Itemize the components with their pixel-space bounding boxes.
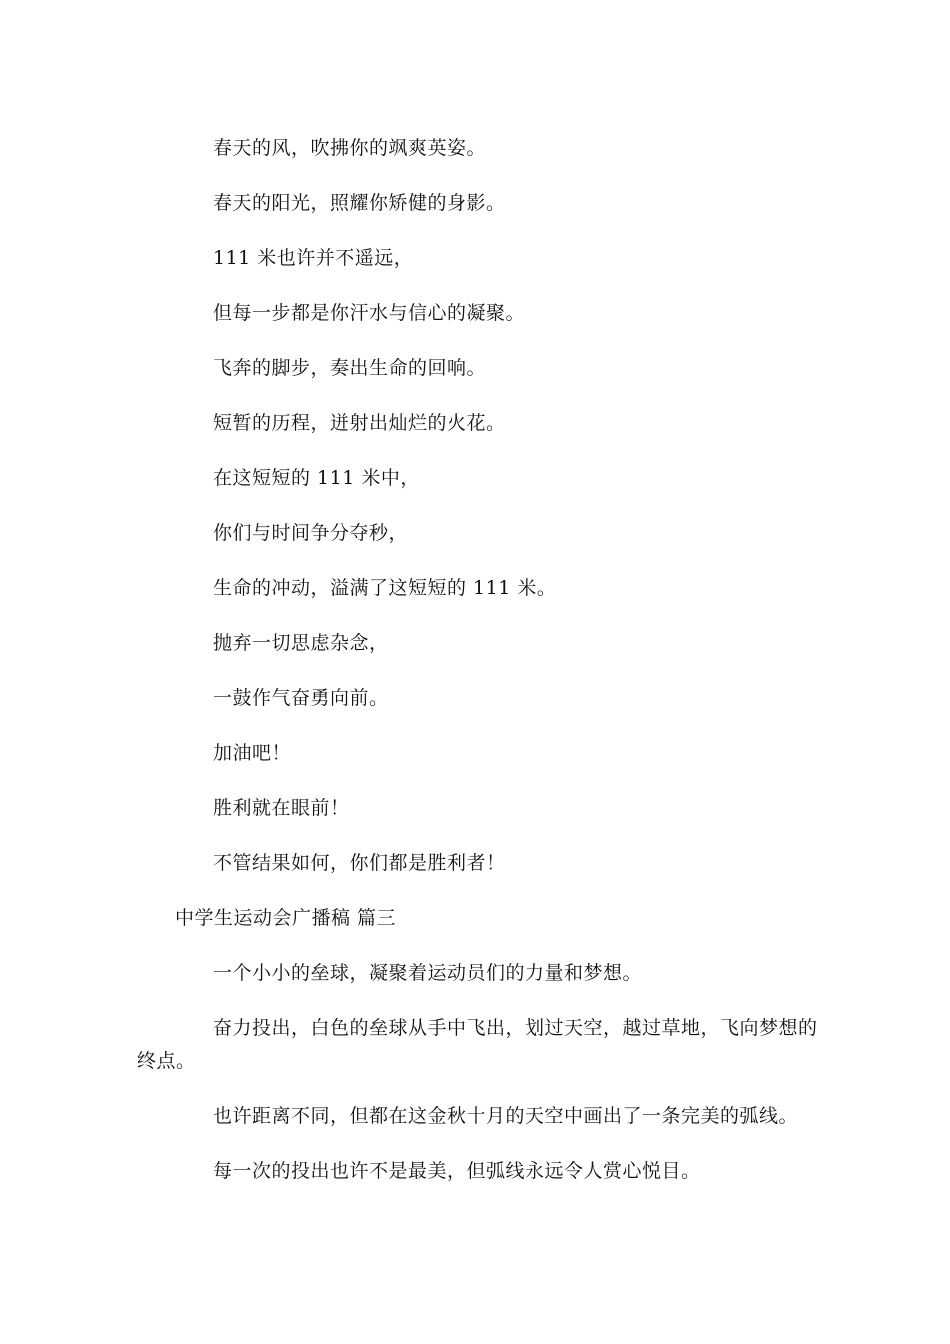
poem-line-9: 生命的冲动，溢满了这短短的 111 米。 bbox=[213, 577, 557, 599]
poem-line-13: 胜利就在眼前！ bbox=[213, 797, 350, 819]
poem-line-5: 飞奔的脚步，奏出生命的回响。 bbox=[213, 357, 487, 379]
section-line-2: 奋力投出，白色的垒球从手中飞出，划过天空，越过草地，飞向梦想的 bbox=[213, 1017, 818, 1039]
section-line-2-continued: 终点。 bbox=[137, 1050, 196, 1072]
poem-line-3: 111 米也许并不遥远， bbox=[213, 247, 414, 269]
poem-line-10: 抛弃一切思虑杂念， bbox=[213, 632, 389, 654]
poem-line-2: 春天的阳光，照耀你矫健的身影。 bbox=[213, 192, 506, 214]
section-line-4: 每一次的投出也许不是最美，但弧线永远令人赏心悦目。 bbox=[213, 1160, 701, 1182]
poem-line-11: 一鼓作气奋勇向前。 bbox=[213, 687, 389, 709]
poem-line-14: 不管结果如何，你们都是胜利者！ bbox=[213, 852, 506, 874]
section-line-1: 一个小小的垒球，凝聚着运动员们的力量和梦想。 bbox=[213, 962, 643, 984]
poem-line-6: 短暂的历程，迸射出灿烂的火花。 bbox=[213, 412, 506, 434]
poem-line-7: 在这短短的 111 米中， bbox=[213, 467, 420, 489]
poem-line-4: 但每一步都是你汗水与信心的凝聚。 bbox=[213, 302, 526, 324]
poem-line-12: 加油吧！ bbox=[213, 742, 292, 764]
poem-line-8: 你们与时间争分夺秒， bbox=[213, 522, 409, 544]
section-line-3: 也许距离不同，但都在这金秋十月的天空中画出了一条完美的弧线。 bbox=[213, 1105, 799, 1127]
poem-line-1: 春天的风，吹拂你的飒爽英姿。 bbox=[213, 137, 487, 159]
section-heading: 中学生运动会广播稿 篇三 bbox=[175, 907, 397, 929]
